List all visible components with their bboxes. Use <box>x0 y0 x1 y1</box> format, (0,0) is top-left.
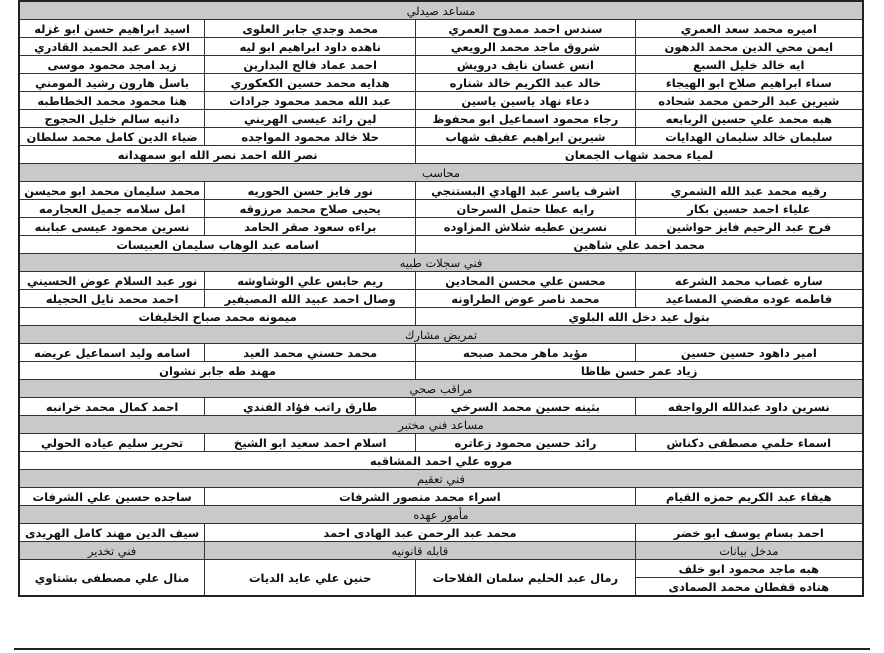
name-cell: خالد عبد الكريم خالد شناره <box>416 74 635 92</box>
table-row <box>19 200 863 218</box>
name-cell: محمد احمد علي شاهين <box>416 236 863 254</box>
section-header-row <box>19 542 863 560</box>
section-header-row <box>19 470 863 488</box>
name-cell: يحيى صلاح محمد مرزوقه <box>205 200 416 218</box>
table-row <box>19 56 863 74</box>
section-header-row <box>19 380 863 398</box>
table-row <box>19 290 863 308</box>
name-cell: عبد الله محمد محمود جرادات <box>205 92 416 110</box>
name-cell: نور فايز حسن الحوريه <box>205 182 416 200</box>
name-cell: رقيه محمد عبد الله الشمري <box>635 182 863 200</box>
table-row <box>19 218 863 236</box>
name-cell: هيفاء عبد الكريم حمزه القيام <box>635 488 863 506</box>
table-row <box>19 488 863 506</box>
name-cell: احمد عماد فالح البدارين <box>205 56 416 74</box>
table-row <box>19 74 863 92</box>
name-cell: نسرين عطيه شلاش المزاوده <box>416 218 635 236</box>
name-cell: اسراء محمد منصور الشرفات <box>205 488 635 506</box>
section-title: مراقب صحي <box>19 380 863 398</box>
name-cell: محمد حسني محمد العيد <box>205 344 416 362</box>
name-cell: نسرين داود عبدالله الرواجفه <box>635 398 863 416</box>
name-cell: ساره غصاب محمد الشرعه <box>635 272 863 290</box>
table-row <box>19 272 863 290</box>
name-cell: حنين علي عايد الديات <box>205 560 416 597</box>
name-cell: شيرين عبد الرحمن محمد شحاده <box>635 92 863 110</box>
section-title: محاسب <box>19 164 863 182</box>
name-cell: اسلام احمد سعيد ابو الشيخ <box>205 434 416 452</box>
table-row <box>19 92 863 110</box>
name-cell: محمد عبد الرحمن عبد الهادى احمد <box>205 524 635 542</box>
name-cell: لمياء محمد شهاب الجمعان <box>416 146 863 164</box>
name-cell: تحرير سليم عياده الحولي <box>19 434 205 452</box>
name-cell: رايه عطا حتمل السرحان <box>416 200 635 218</box>
table-row <box>19 434 863 452</box>
name-cell: ساجده حسين علي الشرفات <box>19 488 205 506</box>
name-cell: دعاء نهاد ياسين ياسين <box>416 92 635 110</box>
name-cell: اسيد ابراهيم حسن ابو غزله <box>19 20 205 38</box>
name-cell: رجاء محمود اسماعيل ابو محفوظ <box>416 110 635 128</box>
name-cell: اسماء حلمي مصطفى دكناش <box>635 434 863 452</box>
name-cell: علياء احمد حسين بكار <box>635 200 863 218</box>
name-cell: رائد حسين محمود زعاتره <box>416 434 635 452</box>
name-cell: انس غسان نايف درويش <box>416 56 635 74</box>
name-cell: دانيه سالم خليل الحجوج <box>19 110 205 128</box>
name-cell: فاطمه عوده مفضي المساعيد <box>635 290 863 308</box>
name-cell: ناهده داود ابراهيم ابو ليه <box>205 38 416 56</box>
name-cell: ريم حابس علي الوشاوشه <box>205 272 416 290</box>
section-title: قابله قانونيه <box>205 542 635 560</box>
name-cell: فرح عبد الرحيم فايز حواشين <box>635 218 863 236</box>
name-cell: ايمن محي الدين محمد الدهون <box>635 38 863 56</box>
name-cell: مؤيد ماهر محمد صبحه <box>416 344 635 362</box>
name-cell: الاء عمر عبد الحميد القادري <box>19 38 205 56</box>
name-cell: هبه ماجد محمود ابو خلف <box>635 560 863 578</box>
name-cell: زيد امجد محمود موسى <box>19 56 205 74</box>
name-cell: زياد عمر حسن ظاظا <box>416 362 863 380</box>
name-cell: باسل هارون رشيد المومني <box>19 74 205 92</box>
table-row <box>19 20 863 38</box>
name-cell: نصر الله احمد نصر الله ابو سمهدانه <box>19 146 416 164</box>
section-title: فني سجلات طبيه <box>19 254 863 272</box>
name-cell: نور عبد السلام عوض الحسيني <box>19 272 205 290</box>
name-cell: اشرف ياسر عبد الهادي البستنجي <box>416 182 635 200</box>
name-cell: هناده قفطان محمد الصمادى <box>635 578 863 597</box>
section-header-row <box>19 506 863 524</box>
name-cell: محمد سليمان محمد ابو محيسن <box>19 182 205 200</box>
table-row <box>19 560 863 578</box>
table-row <box>19 182 863 200</box>
section-title: مساعد فني مختبر <box>19 416 863 434</box>
name-cell: اسامه وليد اسماعيل عريضه <box>19 344 205 362</box>
table-row <box>19 308 863 326</box>
table-row <box>19 128 863 146</box>
name-cell: ميمونه محمد صباح الخليفات <box>19 308 416 326</box>
table-row <box>19 236 863 254</box>
name-cell: امل سلامه جميل العجارمه <box>19 200 205 218</box>
name-cell: وصال احمد عبيد الله المصيفير <box>205 290 416 308</box>
name-cell: سناء ابراهيم صلاح ابو الهيجاء <box>635 74 863 92</box>
name-cell: محسن علي محسن المحادين <box>416 272 635 290</box>
name-cell: احمد كمال محمد خرانبه <box>19 398 205 416</box>
table-row <box>19 398 863 416</box>
name-cell: لين رائد عيسى الهريني <box>205 110 416 128</box>
name-cell: براءه سعود صقر الحامد <box>205 218 416 236</box>
name-cell: سندس احمد ممدوح العمري <box>416 20 635 38</box>
name-cell: احمد بسام يوسف ابو خضر <box>635 524 863 542</box>
section-header-row <box>19 254 863 272</box>
name-cell: ضياء الدين كامل محمد سلطان <box>19 128 205 146</box>
name-cell: مروه علي احمد المشاقبه <box>19 452 863 470</box>
name-cell: احمد محمد نايل الحجيله <box>19 290 205 308</box>
table-row <box>19 344 863 362</box>
section-header-row <box>19 416 863 434</box>
table-row <box>19 452 863 470</box>
name-cell: محمد ناصر عوض الطراونه <box>416 290 635 308</box>
name-cell: منال علي مصطفى بشتاوي <box>19 560 205 597</box>
name-cell: ايه خالد خليل السبع <box>635 56 863 74</box>
name-cell: بثينه حسين محمد السرخي <box>416 398 635 416</box>
section-header-row <box>19 164 863 182</box>
section-title: مأمور عهده <box>19 506 863 524</box>
section-header-row <box>19 1 863 20</box>
name-cell: اسامه عبد الوهاب سليمان العبيسات <box>19 236 416 254</box>
name-cell: طارق راتب فؤاد الفندي <box>205 398 416 416</box>
section-title: فني تعقيم <box>19 470 863 488</box>
section-title: تمريض مشارك <box>19 326 863 344</box>
name-cell: نسرين محمود عيسى عبابنه <box>19 218 205 236</box>
name-cell: هدايه محمد حسين الكعكوري <box>205 74 416 92</box>
table-row <box>19 362 863 380</box>
table-row <box>19 524 863 542</box>
name-cell: هنا محمود محمد الخطاطبه <box>19 92 205 110</box>
name-cell: اميره محمد سعد العمري <box>635 20 863 38</box>
name-cell: حلا خالد محمود المواجده <box>205 128 416 146</box>
table-row <box>19 110 863 128</box>
name-cell: شيرين ابراهيم عفيف شهاب <box>416 128 635 146</box>
section-title: مدخل بيانات <box>635 542 863 560</box>
section-header-row <box>19 326 863 344</box>
results-sheet <box>18 0 864 597</box>
name-cell: سليمان خالد سليمان الهدايات <box>635 128 863 146</box>
name-cell: بتول عيد دخل الله البلوي <box>416 308 863 326</box>
name-cell: محمد وجدي جابر العلوى <box>205 20 416 38</box>
name-cell: هبه محمد علي حسين الربابعه <box>635 110 863 128</box>
section-title: فني تخدير <box>19 542 205 560</box>
name-cell: امير داهود حسين حسين <box>635 344 863 362</box>
table-row <box>19 146 863 164</box>
name-cell: مهند طه جابر نشوان <box>19 362 416 380</box>
name-cell: رمال عبد الحليم سلمان الفلاحات <box>416 560 635 597</box>
section-title: مساعد صيدلي <box>19 1 863 20</box>
name-cell: شروق ماجد محمد الرويعي <box>416 38 635 56</box>
name-cell: سيف الدين مهند كامل الهريدى <box>19 524 205 542</box>
names-table <box>18 0 864 597</box>
table-row <box>19 38 863 56</box>
bottom-rule <box>14 648 870 650</box>
names-table-body <box>19 1 863 596</box>
